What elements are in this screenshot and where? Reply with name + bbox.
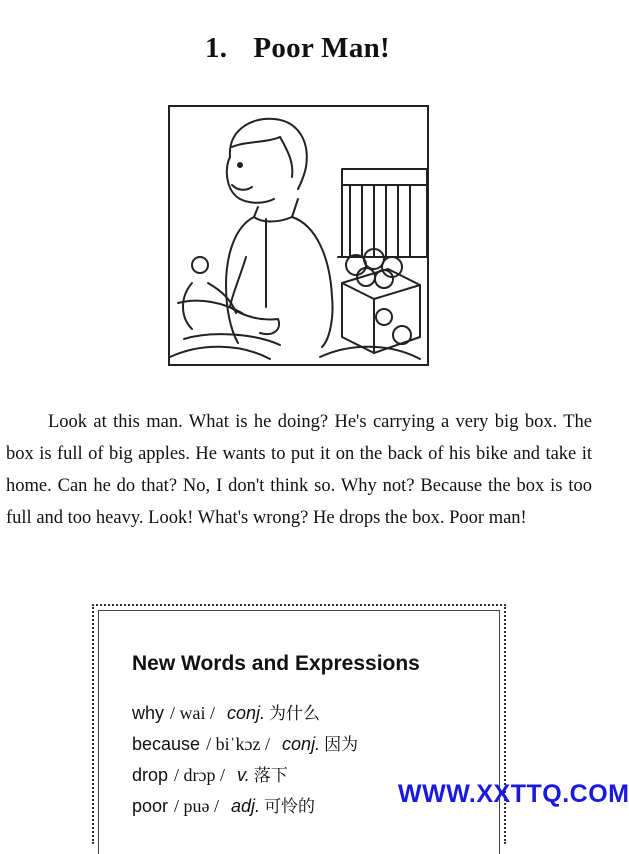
vocab-meaning: 因为: [324, 735, 359, 755]
vocab-phonetic: / wai /: [170, 703, 216, 723]
vocab-meaning: 落下: [253, 766, 288, 786]
lesson-number: 1.: [204, 32, 228, 64]
vocab-meaning: 可怜的: [264, 797, 316, 817]
vocab-word: because: [132, 734, 201, 754]
vocab-pos: conj.: [227, 703, 266, 723]
vocab-meaning: 为什么: [269, 704, 321, 724]
vocab-item-why: [132, 698, 492, 729]
lesson-title: [0, 32, 595, 65]
vocab-pos: v.: [237, 765, 250, 785]
vocab-pos: adj.: [231, 796, 261, 816]
vocab-word: drop: [132, 765, 169, 785]
bike-drawing: [170, 347, 420, 359]
vocab-pos: conj.: [282, 734, 321, 754]
apple-box-drawing: [342, 249, 420, 353]
vocabulary-heading: New Words and Expressions: [132, 652, 420, 675]
story-text: [6, 406, 592, 534]
vocab-item-because: [132, 729, 492, 760]
vocab-word: poor: [132, 796, 169, 816]
story-illustration: [168, 105, 429, 366]
story-paragraph: Look at this man. What is he doing? He's carrying a very big box. The box is full of big apples. He wants to put it on the back of his bike and take it home. Can he do that? No, I don't think so. Why not? Because the box is too full and too heavy. Look! What's wrong? He drops the box. Poor man!: [6, 412, 592, 528]
vocab-phonetic: / biˈkɔz /: [206, 734, 271, 754]
vocab-phonetic: / drɔp /: [174, 765, 226, 785]
vocab-word: why: [132, 703, 165, 723]
lesson-title-text: Poor Man!: [253, 32, 391, 64]
vocab-phonetic: / puə /: [174, 796, 220, 816]
window-drawing: [338, 169, 427, 257]
man-drawing: [178, 119, 333, 347]
site-watermark: WWW.XXTTQ.COM: [398, 780, 629, 808]
